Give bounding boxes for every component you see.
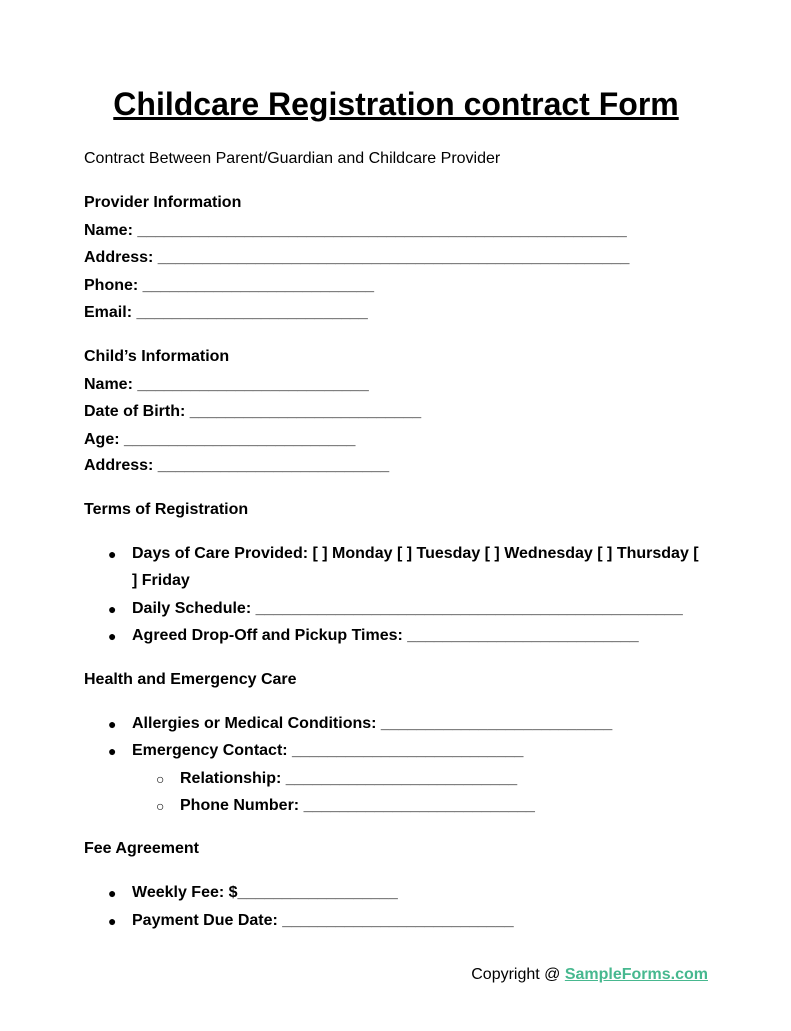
child-age-field[interactable]: Age: __________________________ xyxy=(84,431,356,448)
daily-schedule-field[interactable]: Daily Schedule: ________________________________________________ xyxy=(132,600,683,617)
relationship-field[interactable]: Relationship: __________________________ xyxy=(180,770,518,787)
bullet-icon: ● xyxy=(108,546,117,562)
weekly-fee-field[interactable]: Weekly Fee: $__________________ xyxy=(132,884,398,901)
terms-heading: Terms of Registration xyxy=(84,501,249,518)
days-of-care-continued[interactable]: ] Friday xyxy=(132,572,190,589)
payment-due-field[interactable]: Payment Due Date: __________________________ xyxy=(132,912,514,929)
page-title: Childcare Registration contract Form xyxy=(113,86,679,122)
child-address-field[interactable]: Address: __________________________ xyxy=(84,457,390,474)
child-name-field[interactable]: Name: __________________________ xyxy=(84,376,369,393)
days-of-care-field[interactable]: Days of Care Provided: [ ] Monday [ ] Tuesday [ ] Wednesday [ ] Thursday [ xyxy=(132,545,699,562)
subtitle: Contract Between Parent/Guardian and Childcare Provider xyxy=(84,150,501,167)
child-heading: Child’s Information xyxy=(84,348,230,365)
provider-phone-field[interactable]: Phone: __________________________ xyxy=(84,277,375,294)
footer-copyright xyxy=(471,966,708,984)
bullet-icon: ● xyxy=(108,913,117,929)
emergency-contact-field[interactable]: Emergency Contact: __________________________ xyxy=(132,742,524,759)
fee-heading: Fee Agreement xyxy=(84,840,199,857)
brand-link[interactable]: SampleForms.com xyxy=(564,966,708,983)
child-dob-field[interactable]: Date of Birth: __________________________ xyxy=(84,403,422,420)
provider-heading: Provider Information xyxy=(84,194,242,211)
circle-bullet-icon: ○ xyxy=(156,798,165,814)
emergency-phone-field[interactable]: Phone Number: __________________________ xyxy=(180,797,535,814)
health-heading: Health and Emergency Care xyxy=(84,671,297,688)
copyright-text: Copyright @ xyxy=(471,966,565,983)
bullet-icon: ● xyxy=(108,601,117,617)
bullet-icon: ● xyxy=(108,885,117,901)
provider-address-field[interactable]: Address: _____________________________________________________ xyxy=(84,249,630,266)
bullet-icon: ● xyxy=(108,716,117,732)
circle-bullet-icon: ○ xyxy=(156,771,165,787)
dropoff-pickup-field[interactable]: Agreed Drop-Off and Pickup Times: __________________________ xyxy=(132,627,639,644)
bullet-icon: ● xyxy=(108,628,117,644)
provider-email-field[interactable]: Email: __________________________ xyxy=(84,304,368,321)
bullet-icon: ● xyxy=(108,743,117,759)
provider-name-field[interactable]: Name: _______________________________________________________ xyxy=(84,222,627,239)
allergies-field[interactable]: Allergies or Medical Conditions: __________________________ xyxy=(132,715,613,732)
